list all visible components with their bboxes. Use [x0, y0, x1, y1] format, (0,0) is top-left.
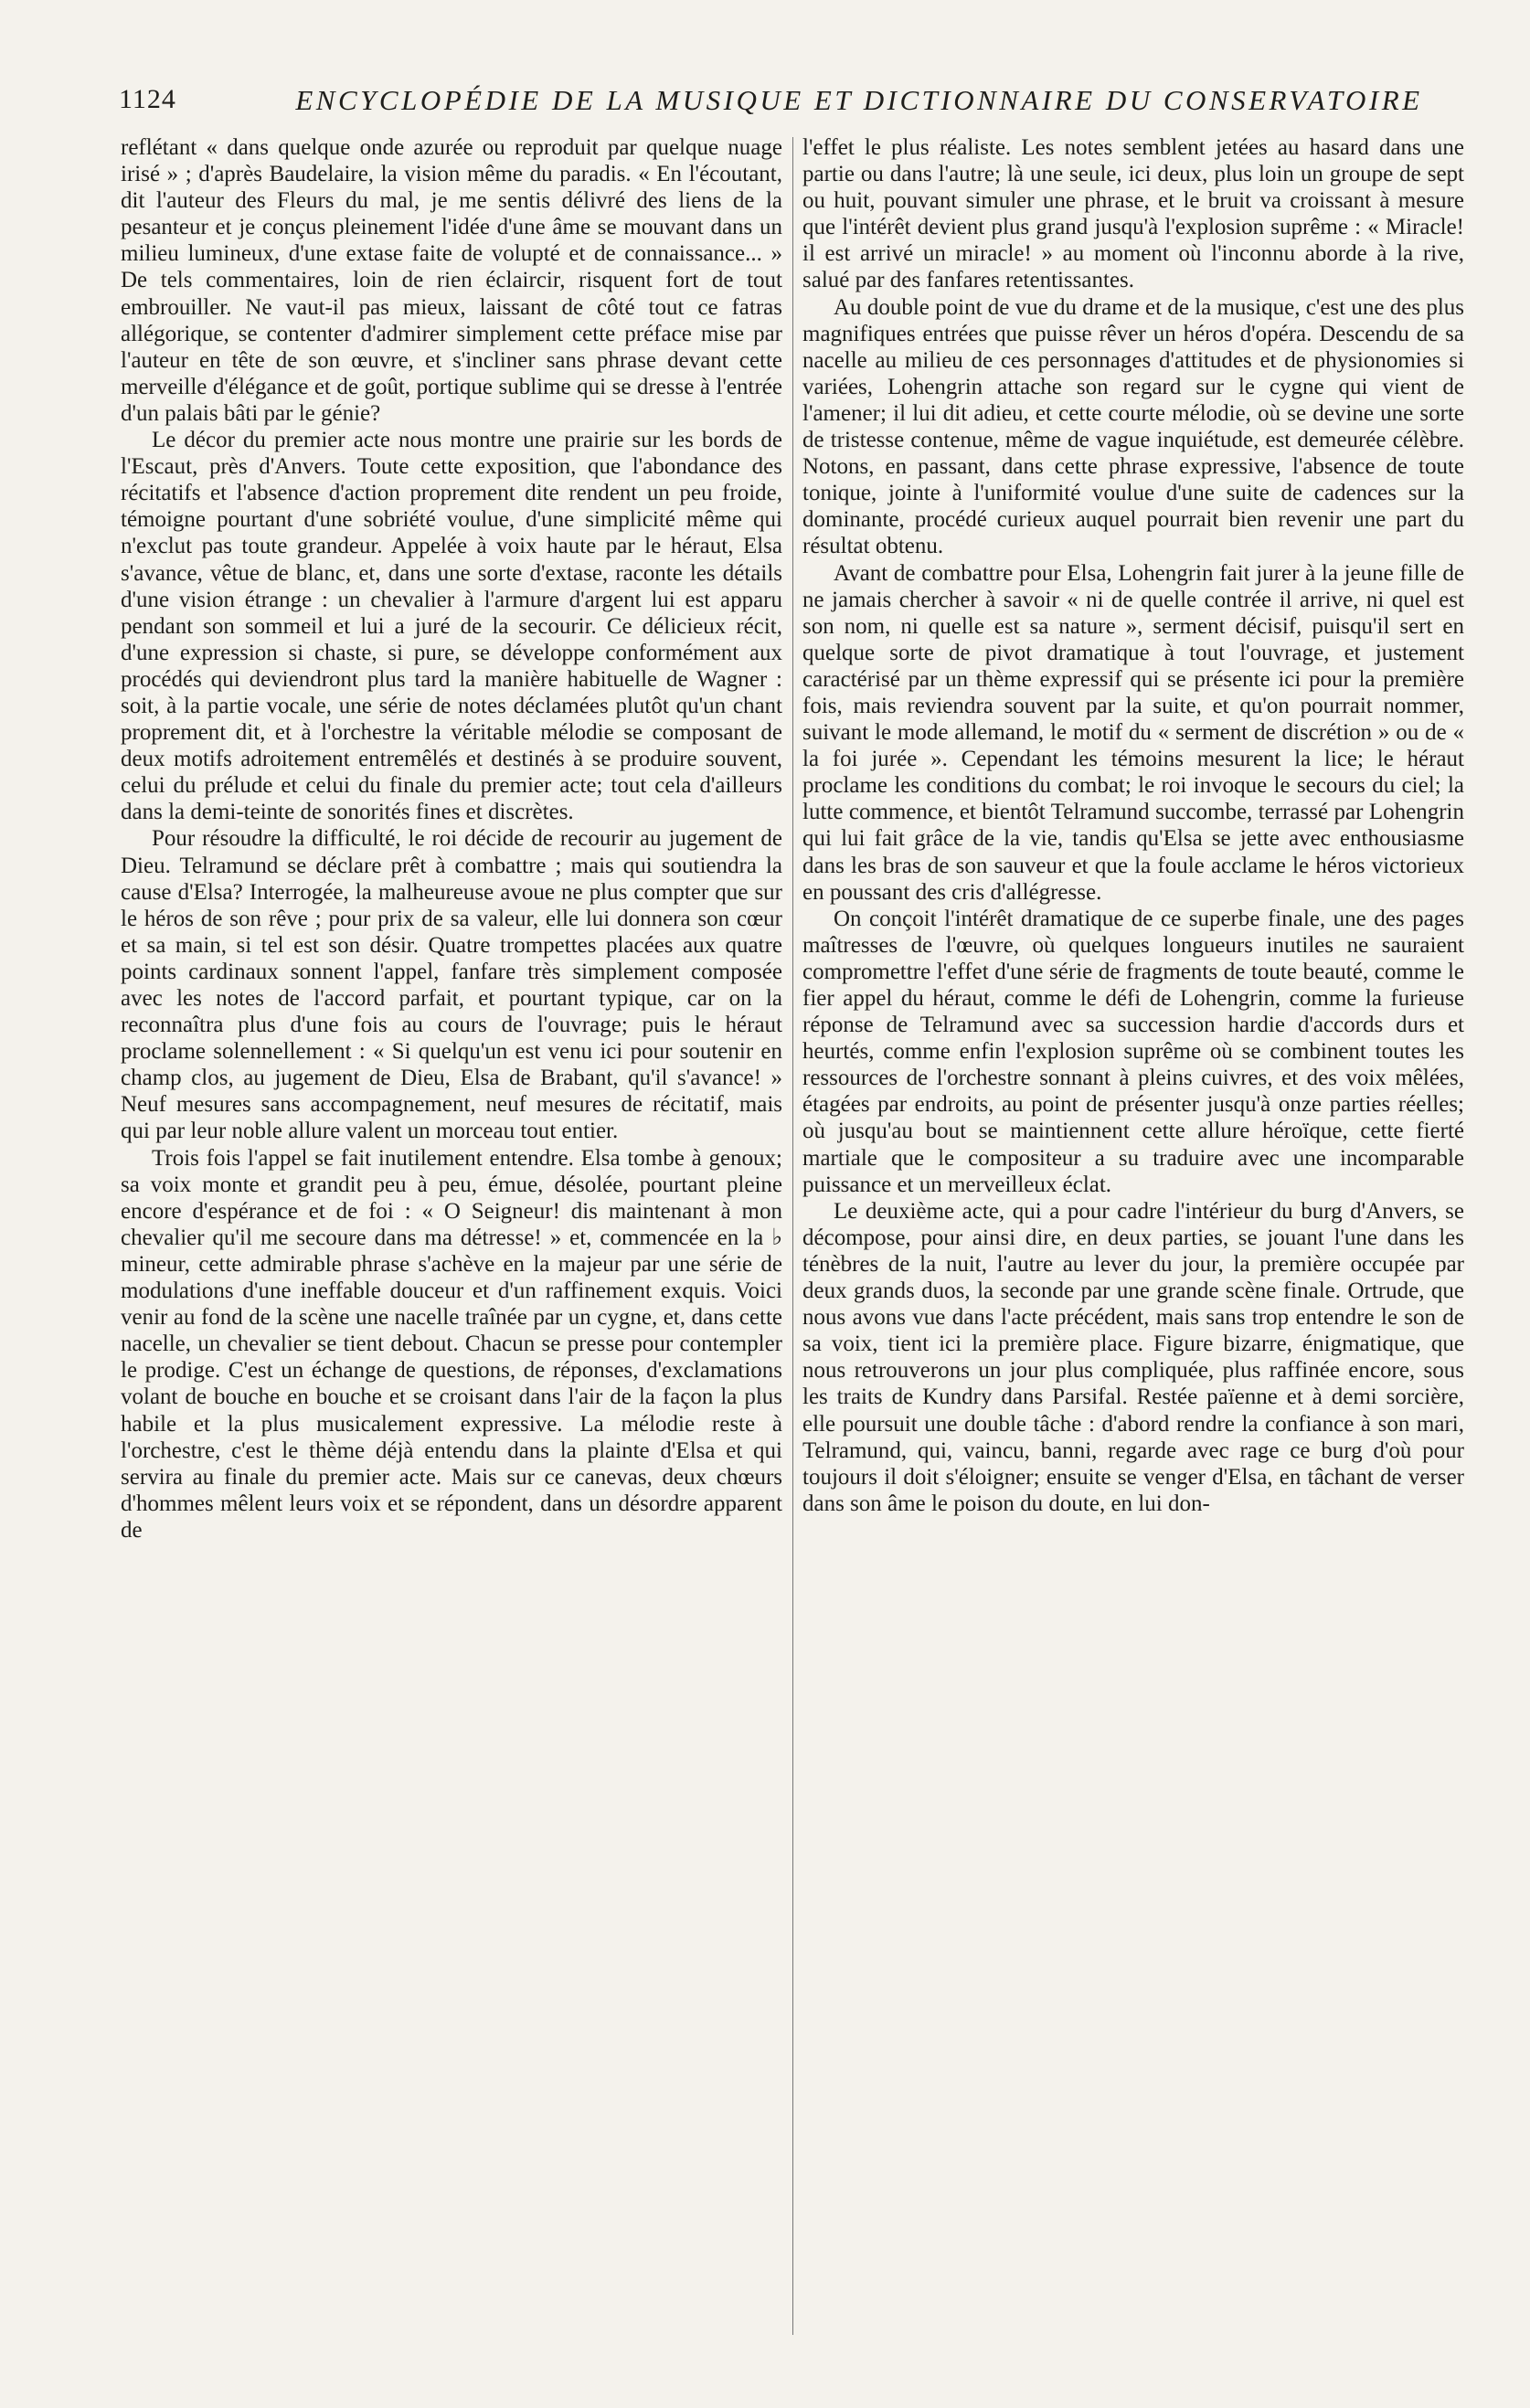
paragraph: Le deuxième acte, qui a pour cadre l'intérieur du burg d'Anvers, se décompose, pour ainsi dire, en deux parties, se jouant l'une dans les ténèbres de la nuit, l'autre au lever du jour, la première occupée par deux grands duos, la seconde par une grande scène finale. Ortrude, que nous avons vue dans l'acte précédent, mais sans trop entendre le son de sa voix, tient ici la première place. Figure bizarre, énigmatique, que nous retrouverons un jour plus compliquée, plus raffinée encore, sous les traits de Kundry dans Parsifal. Restée païenne et à demi sorcière, elle poursuit une double tâche : d'abord rendre la confiance à son mari, Telramund, qui, vaincu, banni, regarde avec rage ce burg d'où pour toujours il doit s'éloigner; ensuite se venger d'Elsa, en tâchant de verser dans son âme le poison du doute, en lui don-: [802, 1198, 1464, 1516]
paragraph: Le décor du premier acte nous montre une prairie sur les bords de l'Escaut, près d'Anvers. Toute cette exposition, que l'abondance des récitatifs et l'absence d'action proprement dite rendent un peu froide, témoigne pourtant d'une sobriété voulue, d'une simplicité même qui n'exclut pas toute grandeur. Appelée à voix haute par le héraut, Elsa s'avance, vêtue de blanc, et, dans une sorte d'extase, raconte les détails d'une vision étrange : un chevalier à l'armure d'argent lui est apparu pendant son sommeil et lui a juré de la secourir. Ce délicieux récit, d'une expression si chaste, si pure, se développe conformément aux procédés qui deviendront plus tard la manière habituelle de Wagner : soit, à la partie vocale, une série de notes déclamées plutôt qu'un chant proprement dit, et à l'orchestre la véritable mélodie se composant de deux motifs adroitement entremêlés et destinés à se produire souvent, celui du prélude et celui du finale du premier acte; tout cela d'ailleurs dans la demi-teinte de sonorités fines et discrètes.: [121, 428, 782, 825]
page-number: 1124: [119, 84, 176, 114]
paragraph: Au double point de vue du drame et de la musique, c'est une des plus magnifiques entrées que puisse rêver un héros d'opéra. Descendu de sa nacelle au milieu de ces personnages d'attitudes et de physionomies si variées, Lohengrin attache son regard sur le cygne qui vient de l'amener; il lui dit adieu, et cette courte mélodie, où se devine une sorte de tristesse contenue, même de vague inquiétude, est demeurée célèbre. Notons, en passant, dans cette phrase expressive, l'absence de toute tonique, jointe à l'uniformité voulue d'une suite de cadences sur la dominante, procédé curieux auquel pourrait bien revenir une part du résultat obtenu.: [802, 294, 1464, 559]
paragraph: Pour résoudre la difficulté, le roi décide de recourir au jugement de Dieu. Telramund se déclare prêt à combattre ; mais qui soutiendra la cause d'Elsa? Interrogée, la malheureuse avoue ne plus compter que sur le héros de son rêve ; pour prix de sa valeur, elle lui donnera son cœur et sa main, si tel est son désir. Quatre trompettes placées aux quatre points cardinaux sonnent l'appel, fanfare très simplement composée avec les notes de l'accord parfait, et pourtant typique, car on la reconnaîtra plus d'une fois au cours de l'ouvrage; puis le héraut proclame solennellement : « Si quelqu'un est venu ici pour soutenir en champ clos, au jugement de Dieu, Elsa de Brabant, qu'il s'avance! » Neuf mesures sans accompagnement, neuf mesures de récitatif, mais qui par leur noble allure valent un morceau tout entier.: [121, 826, 782, 1144]
paragraph: On conçoit l'intérêt dramatique de ce superbe finale, une des pages maîtresses de l'œuvre, où quelques longueurs inutiles ne sauraient compromettre l'effet d'une série de fragments de toute beauté, comme le fier appel du héraut, comme le défi de Lohengrin, comme la furieuse réponse de Telramund avec sa succession hardie d'accords durs et heurtés, comme enfin l'explosion suprême où se combinent toutes les ressources de l'orchestre sonnant à pleins cuivres, et des voix mêlées, étagées par endroits, au point de présenter jusqu'à onze parties réelles; où jusqu'au bout se maintiennent cette allure héroïque, cette fierté martiale que le compositeur a su traduire avec une incomparable puissance et un merveilleux éclat.: [802, 906, 1464, 1197]
paragraph: Avant de combattre pour Elsa, Lohengrin fait jurer à la jeune fille de ne jamais chercher à savoir « ni de quelle contrée il arrive, ni quel est son nom, ni quelle est sa nature », serment décisif, puisqu'il sert en quelque sorte de pivot dramatique à tout l'ouvrage, et justement caractérisé par un thème expressif qui se présente ici pour la première fois, mais reviendra souvent par la suite, et qu'on pourrait nommer, suivant le mode allemand, le motif du « serment de discrétion » ou de « la foi jurée ». Cependant les témoins mesurent la lice; le héraut proclame les conditions du combat; le roi invoque le secours du ciel; la lutte commence, et bientôt Telramund succombe, terrassé par Lohengrin qui lui fait grâce de la vie, tandis qu'Elsa se jette avec enthousiasme dans les bras de son sauveur et que la foule acclame le héros victorieux en poussant des cris d'allégresse.: [802, 560, 1464, 905]
running-title: ENCYCLOPÉDIE DE LA MUSIQUE ET DICTIONNAIRE DU CONSERVATOIRE: [295, 84, 1423, 116]
paragraph: l'effet le plus réaliste. Les notes semblent jetées au hasard dans une partie ou dans l'autre; là une seule, ici deux, plus loin un groupe de sept ou huit, pouvant simuler une phrase, et le bruit va croissant à mesure que l'intérêt devient plus grand jusqu'à l'explosion suprême : « Miracle! il est arrivé un miracle! » au moment où l'inconnu aborde à la rive, salué par des fanfares retentissantes.: [802, 135, 1464, 293]
paragraph: reflétant « dans quelque onde azurée ou reproduit par quelque nuage irisé » ; d'après Baudelaire, la vision même du paradis. « En l'écoutant, dit l'auteur des Fleurs du mal, je me sentis délivré des liens de la pesanteur et je conçus pleinement l'idée d'une âme se mouvant dans un milieu lumineux, d'une extase faite de volupté et de connaissance... » De tels commentaires, loin de rien éclaircir, risquent fort de tout embrouiller. Ne vaut-il pas mieux, laissant de côté tout ce fatras allégorique, se contenter d'admirer simplement cette préface mise par l'auteur en tête de son œuvre, et s'incliner sans phrase devant cette merveille d'élégance et de goût, portique sublime qui se dresse à l'entrée d'un palais bâti par le génie?: [121, 135, 782, 426]
right-column: [802, 134, 1464, 2337]
left-column: [121, 134, 782, 2337]
paragraph: Trois fois l'appel se fait inutilement entendre. Elsa tombe à genoux; sa voix monte et grandit peu à peu, émue, désolée, pourtant pleine encore d'espérance et de foi : « O Seigneur! dis maintenant à mon chevalier qu'il me secoure dans ma détresse! » et, commencée en la ♭ mineur, cette admirable phrase s'achève en la majeur par une série de modulations d'une ineffable douceur et d'un raffinement exquis. Voici venir au fond de la scène une nacelle traînée par un cygne, et, dans cette nacelle, un chevalier se tient debout. Chacun se presse pour contempler le prodige. C'est un échange de questions, de réponses, d'exclamations volant de bouche en bouche et se croisant dans l'air de la façon la plus habile et la plus musicalement expressive. La mélodie reste à l'orchestre, c'est le thème déjà entendu dans la plainte d'Elsa et qui servira au finale du premier acte. Mais sur ce canevas, deux chœurs d'hommes mêlent leurs voix et se répondent, dans un désordre apparent de: [121, 1145, 782, 1543]
page-header: [119, 84, 1453, 124]
column-divider: [792, 137, 793, 2335]
